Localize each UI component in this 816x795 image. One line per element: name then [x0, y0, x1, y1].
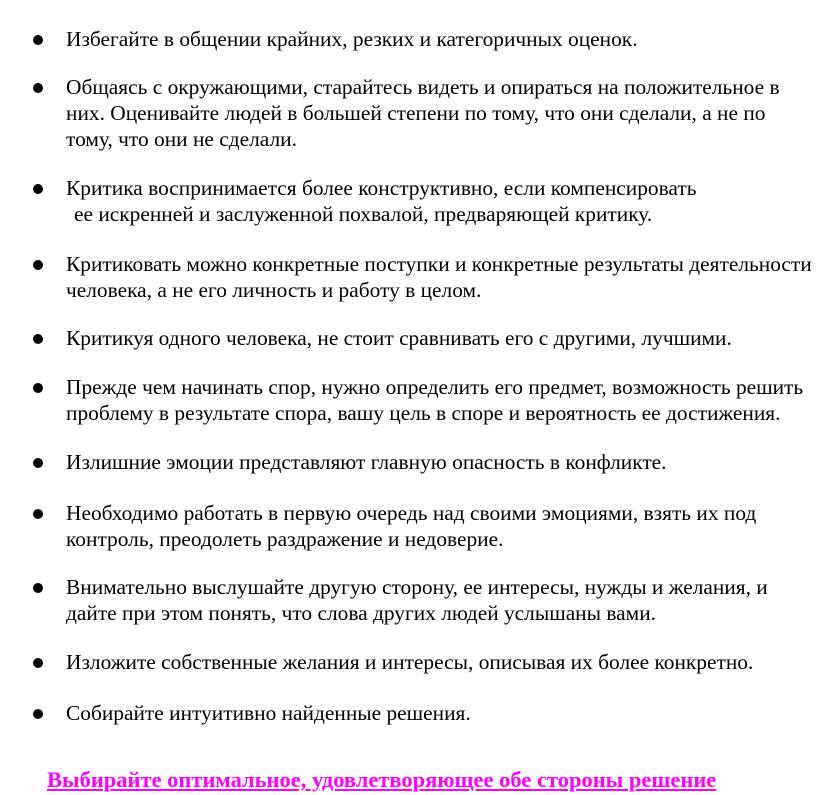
- bullet-icon: [33, 334, 43, 344]
- bullet-icon: [33, 709, 43, 719]
- bullet-icon: [33, 83, 43, 93]
- list-item-text: Общаясь с окружающими, старайтесь видеть и опираться на положительное в: [66, 75, 780, 99]
- bullet-icon: [33, 383, 43, 393]
- list-item-text: дайте при этом понять, что слова других людей услышаны вами.: [66, 601, 656, 625]
- list-item-text: Внимательно выслушайте другую сторону, ее интересы, нужды и желания, и: [66, 575, 768, 599]
- list-item-text: Излишние эмоции представляют главную опасность в конфликте.: [66, 450, 667, 474]
- list-item-text: ее искренней и заслуженной похвалой, предваряющей критику.: [74, 202, 653, 226]
- list-item-text: Критиковать можно конкретные поступки и конкретные результаты деятельности: [66, 252, 812, 276]
- list-item-text: Критикуя одного человека, не стоит сравнивать его с другими, лучшими.: [66, 326, 732, 350]
- bullet-icon: [33, 35, 43, 45]
- conclusion-heading: Выбирайте оптимальное, удовлетворяющее обе стороны решение: [47, 767, 717, 792]
- bullet-icon: [33, 458, 43, 468]
- bullet-icon: [33, 260, 43, 270]
- list-item-text: контроль, преодолеть раздражение и недоверие.: [66, 527, 504, 551]
- bullet-icon: [33, 509, 43, 519]
- list-item-text: Необходимо работать в первую очередь над своими эмоциями, взять их под: [66, 501, 757, 525]
- list-item-text: Критика воспринимается более конструктивно, если компенсировать: [66, 176, 697, 200]
- bullet-icon: [33, 184, 43, 194]
- list-item-text: Изложите собственные желания и интересы, описывая их более конкретно.: [66, 650, 754, 674]
- list-item-text: Прежде чем начинать спор, нужно определить его предмет, возможность решить: [66, 375, 804, 399]
- list-item-text: них. Оценивайте людей в большей степени по тому, что они сделали, а не по: [66, 101, 766, 125]
- list-item-text: человека, а не его личность и работу в целом.: [66, 278, 482, 302]
- bullet-icon: [33, 658, 43, 668]
- bullet-icon: [33, 583, 43, 593]
- list-item-text: проблему в результате спора, вашу цель в споре и вероятность ее достижения.: [66, 401, 781, 425]
- list-item-text: тому, что они не сделали.: [66, 127, 297, 151]
- list-item-text: Избегайте в общении крайних, резких и категоричных оценок.: [66, 27, 638, 51]
- list-item-text: Собирайте интуитивно найденные решения.: [66, 701, 471, 725]
